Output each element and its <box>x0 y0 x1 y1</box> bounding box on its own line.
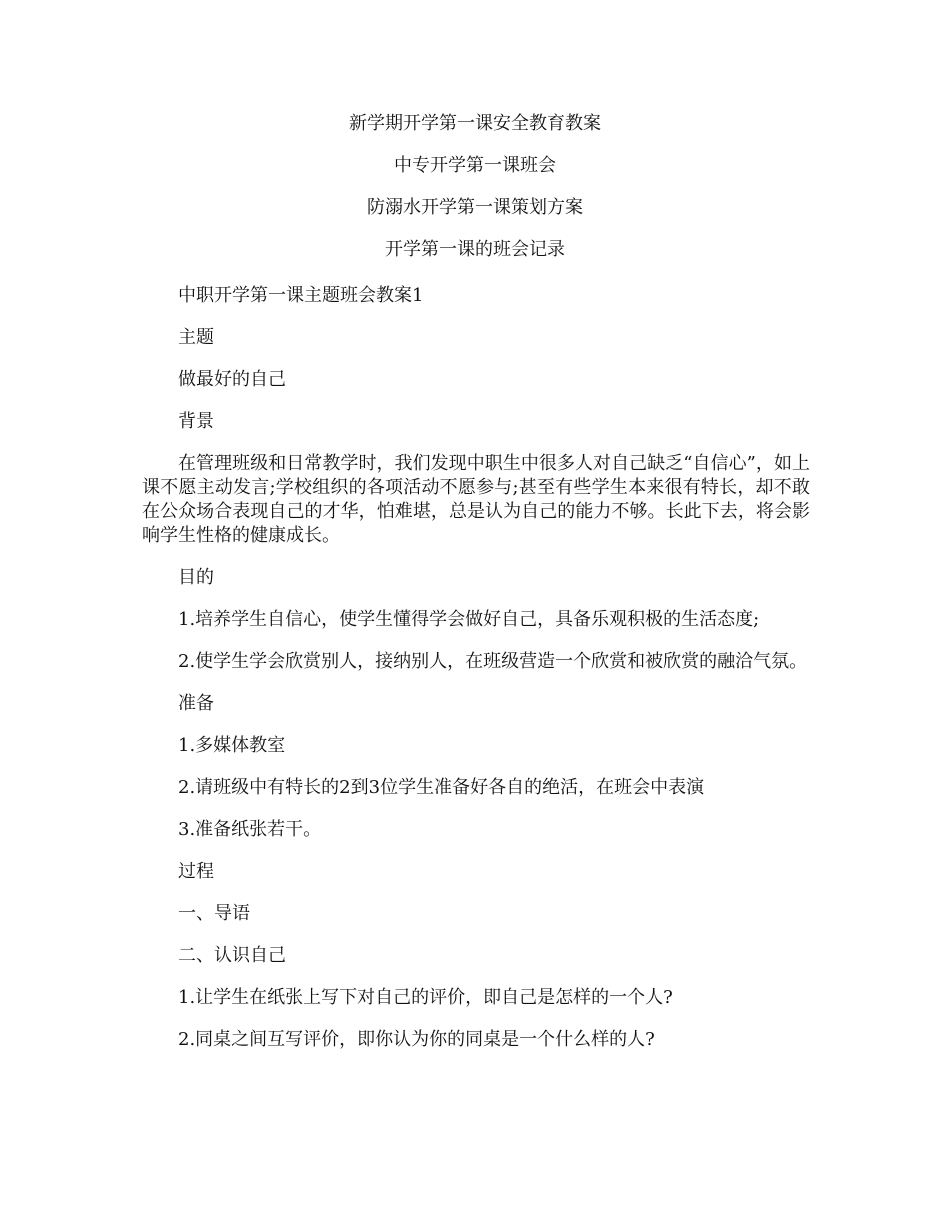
preparation-item-1: 1.多媒体教室 <box>178 735 286 756</box>
title-line-2: 中专开学第一课班会 <box>394 155 556 176</box>
title-block <box>0 112 950 280</box>
purpose-item-1: 1.培养学生自信心，使学生懂得学会做好自己，具备乐观积极的生活态度; <box>178 609 760 630</box>
title-line-1: 新学期开学第一课安全教育教案 <box>349 113 601 134</box>
background-paragraph: 在管理班级和日常教学时，我们发现中职生中很多人对自己缺乏“自信心”，如上课不愿主动发言;学校组织的各项活动不愿参与;甚至有些学生本来很有特长，却不敢在公众场合表现自己的才华，怕难堪，总是认为自己的能力不够。长此下去，将会影响学生性格的健康成长。 <box>142 453 810 546</box>
title-line-4: 开学第一课的班会记录 <box>385 239 565 260</box>
purpose-item-2: 2.使学生学会欣赏别人，接纳别人，在班级营造一个欣赏和被欣赏的融洽气氛。 <box>178 651 808 672</box>
preparation-item-2: 2.请班级中有特长的2到3位学生准备好各自的绝活，在班会中表演 <box>178 777 705 798</box>
title-line-3: 防溺水开学第一课策划方案 <box>367 197 583 218</box>
process-substep-1: 1.让学生在纸张上写下对自己的评价，即自己是怎样的一个人? <box>178 987 673 1008</box>
lesson-heading: 中职开学第一课主题班会教案1 <box>178 285 424 306</box>
process-substep-2: 2.同桌之间互写评价，即你认为你的同桌是一个什么样的人? <box>178 1029 655 1050</box>
process-step-1: 一、导语 <box>178 903 250 924</box>
section-heading-purpose: 目的 <box>178 567 214 588</box>
section-heading-process: 过程 <box>178 861 214 882</box>
section-heading-background: 背景 <box>178 411 214 432</box>
preparation-item-3: 3.准备纸张若干。 <box>178 819 322 840</box>
process-step-2: 二、认识自己 <box>178 945 286 966</box>
theme-text: 做最好的自己 <box>178 369 286 390</box>
section-heading-theme: 主题 <box>178 327 214 348</box>
section-heading-preparation: 准备 <box>178 693 214 714</box>
document-body <box>142 284 810 1070</box>
